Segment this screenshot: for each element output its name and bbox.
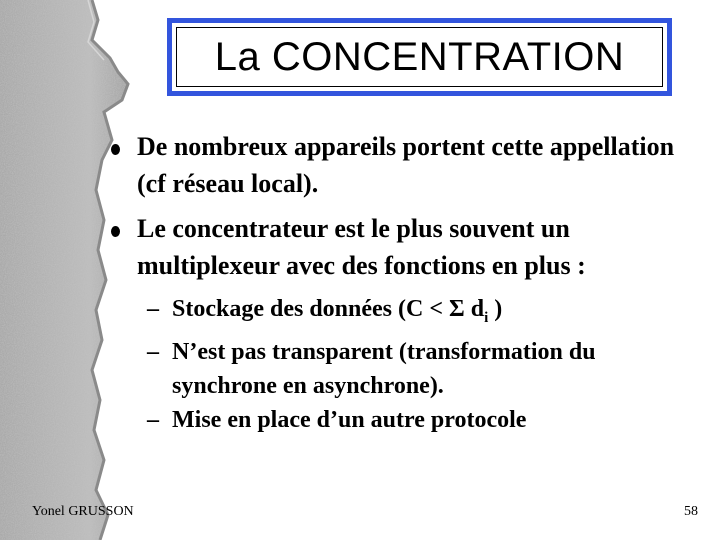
page-number: 58 (684, 504, 698, 519)
sub-bullet-item (147, 403, 702, 437)
footer-author: Yonel GRUSSON (32, 504, 134, 519)
sub-bullet-text: Mise en place d’un autre protocole (172, 406, 527, 433)
bullet-item (110, 210, 700, 284)
bullet-text: Le concentrateur est le plus souvent un multiplexeur avec des fonctions en plus : (137, 214, 586, 280)
subscript-i: i (484, 309, 489, 326)
slide-title: La CONCENTRATION (214, 34, 625, 79)
sub-bullet-item (147, 292, 702, 335)
bullet-item (110, 128, 700, 202)
sub-bullet-list (147, 292, 700, 437)
dash-marker: – (147, 406, 159, 433)
dash-marker: – (147, 296, 159, 322)
sub-bullet-text: Stockage des données (C < Σ d (172, 296, 485, 322)
bullet-list (110, 128, 700, 437)
dash-marker: – (147, 338, 159, 365)
sub-bullet-text-end: ) (488, 296, 503, 322)
bullet-dot-icon (111, 144, 120, 155)
bullet-text: De nombreux appareils portent cette appellation (cf réseau local). (137, 132, 675, 198)
sub-bullet-item (147, 335, 702, 403)
title-frame (167, 18, 672, 96)
bullet-dot-icon (111, 226, 120, 237)
sub-bullet-text: N’est pas transparent (transformation du synchrone en asynchrone). (172, 338, 596, 399)
title-inner-frame (176, 27, 663, 87)
